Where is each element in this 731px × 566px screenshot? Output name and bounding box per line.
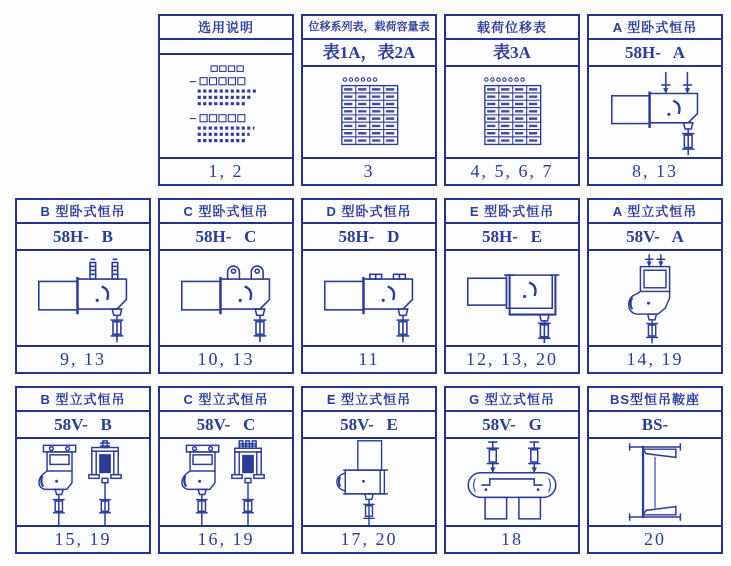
panel-title: E 型卧式恒吊: [446, 200, 578, 224]
horizontal-hanger-c-drawing: [160, 251, 292, 345]
horizontal-hanger-a-drawing: [589, 67, 721, 157]
panel-title: 位移系列表，载荷容量表: [303, 16, 435, 40]
panel-table-ref: 表1A，表2A: [303, 40, 435, 67]
panel-model-code: 58V- C: [160, 412, 292, 439]
panel-page-numbers: 9, 13: [17, 345, 149, 372]
panel-model-code: 58V- G: [446, 412, 578, 439]
panel-58v-b: [15, 386, 151, 554]
panel-58v-a: [587, 198, 723, 374]
panel-title: E 型立式恒吊: [303, 388, 435, 412]
panel-page-numbers: 3: [303, 157, 435, 184]
horizontal-hanger-b-drawing: [17, 251, 149, 345]
panel-page-numbers: 20: [589, 525, 721, 552]
panel-model-code: 58H- A: [589, 40, 721, 67]
data-table-thumbnail: [303, 67, 435, 157]
panel-58h-b: [15, 198, 151, 374]
panel-table-ref: 表3A: [446, 40, 578, 67]
panel-title: B 型立式恒吊: [17, 388, 149, 412]
vertical-hanger-g-drawing: [446, 439, 578, 525]
panel-model-code: 58H- C: [160, 224, 292, 251]
horizontal-hanger-d-drawing: [303, 251, 435, 345]
saddle-bracket-bs-drawing: [589, 439, 721, 525]
panel-model-code: 58H- E: [446, 224, 578, 251]
panel-title: A 型卧式恒吊: [589, 16, 721, 40]
panel-model-code: 58V- E: [303, 412, 435, 439]
panel-model-code: 58H- B: [17, 224, 149, 251]
vertical-hanger-a-drawing: [589, 251, 721, 345]
panel-model-code: [160, 40, 292, 55]
panel-title: BS型恒吊鞍座: [589, 388, 721, 412]
vertical-hanger-c-drawing: [160, 439, 292, 525]
panel-page-numbers: 16, 19: [160, 525, 292, 552]
panel-page-numbers: 15, 19: [17, 525, 149, 552]
panel-title: D 型卧式恒吊: [303, 200, 435, 224]
panel-title: 选用说明: [160, 16, 292, 40]
panel-title: G 型立式恒吊: [446, 388, 578, 412]
panel-page-numbers: 11: [303, 345, 435, 372]
panel-title: 载荷位移表: [446, 16, 578, 40]
panel-title: A 型立式恒吊: [589, 200, 721, 224]
vertical-hanger-e-drawing: [303, 439, 435, 525]
panel-58v-g: [444, 386, 580, 554]
vertical-hanger-b-drawing: [17, 439, 149, 525]
panel-page-numbers: 8, 13: [589, 157, 721, 184]
panel-58h-e: [444, 198, 580, 374]
panel-page-numbers: 1, 2: [160, 157, 292, 184]
panel-model-code: BS-: [589, 412, 721, 439]
panel-page-numbers: 12, 13, 20: [446, 345, 578, 372]
horizontal-hanger-e-drawing: [446, 251, 578, 345]
panel-58h-c: [158, 198, 294, 374]
panel-page-numbers: 18: [446, 525, 578, 552]
panel-page-numbers: 4, 5, 6, 7: [446, 157, 578, 184]
data-table-thumbnail: [446, 67, 578, 157]
panel-58h-d: [301, 198, 437, 374]
panel-page-numbers: 17, 20: [303, 525, 435, 552]
panel-selection-instructions: [158, 14, 294, 186]
panel-displacement-series-table: [301, 14, 437, 186]
panel-58v-e: [301, 386, 437, 554]
panel-model-code: 58V- B: [17, 412, 149, 439]
panel-model-code: 58H- D: [303, 224, 435, 251]
panel-58h-a: [587, 14, 723, 186]
panel-model-code: 58V- A: [589, 224, 721, 251]
panel-load-displacement-table: [444, 14, 580, 186]
panel-58v-c: [158, 386, 294, 554]
document-text-thumbnail: [160, 55, 292, 157]
panel-page-numbers: 14, 19: [589, 345, 721, 372]
panel-title: B 型卧式恒吊: [17, 200, 149, 224]
panel-title: C 型卧式恒吊: [160, 200, 292, 224]
panel-bs-saddle: [587, 386, 723, 554]
panel-page-numbers: 10, 13: [160, 345, 292, 372]
panel-title: C 型立式恒吊: [160, 388, 292, 412]
